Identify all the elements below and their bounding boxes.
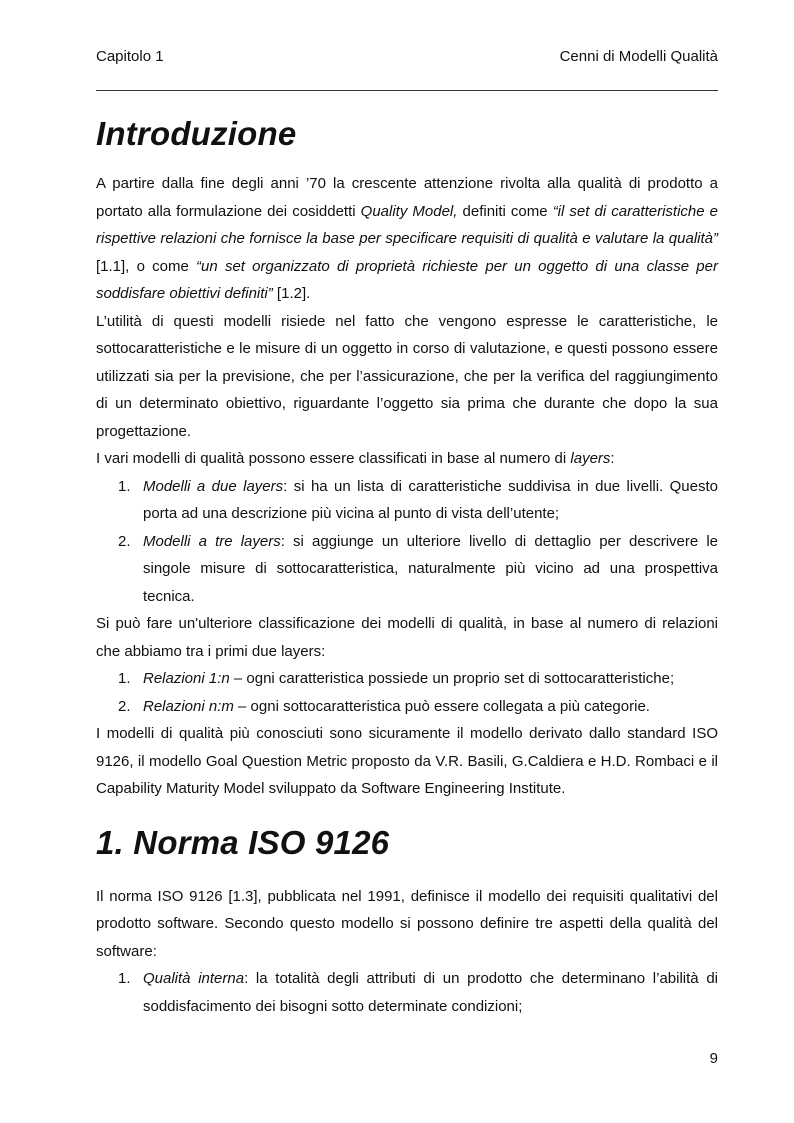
relations-list [96,665,718,720]
intro-heading: Introduzione [96,115,297,152]
intro-paragraph-2: L’utilità di questi modelli risiede nel fatto che vengono espresse le caratteristiche, le sottocaratteristiche e le misure di un oggetto in corso di valutazione, e questi possono essere utilizzati sia per la previsione, che per l’assicurazione, che per la verifica del raggiungimento di un determinato obiettivo, riguardante l’oggetto sia prima che durante che dopo la sua progettazione. [96,312,718,440]
list-item: 1. Qualità interna: la totalità degli attributi di un prodotto che determinano l’abilità di soddisfacimento dei bisogni sotto determinate condizioni; [118,970,718,1015]
header-section-title: Cenni di Modelli Qualità [559,48,718,65]
page-header [96,48,718,66]
quote-2: “un set organizzato di proprietà richieste per un oggetto di una classe per soddisfare obiettivi definiti” [96,257,718,302]
intro-paragraph-3: I vari modelli di qualità possono essere classificati in base al numero di layers: [96,450,615,467]
intro-paragraph-4: Si può fare un'ulteriore classificazione dei modelli di qualità, in base al numero di relazioni che abbiamo tra i primi due layers: [96,615,718,660]
quality-aspects-list [96,965,718,1020]
header-chapter: Capitolo 1 [96,48,164,65]
section-heading: 1. Norma ISO 9126 [96,823,390,861]
section-paragraph-1: Il norma ISO 9126 [1.3], pubblicata nel 1991, definisce il modello dei requisiti qualitativi del prodotto software. Secondo questo modello si possono definire tre aspetti della qualità del software: [96,887,718,960]
layers-term: layers [570,450,611,467]
quote-1: “il set di caratteristiche e rispettive relazioni che fornisce la base per specificare requisiti di qualità e valutare la qualità” [96,202,719,247]
page-body [96,108,718,1020]
list-item: 2. Relazioni n:m – ogni sottocaratteristica può essere collegata a più categorie. [118,697,650,715]
intro-paragraph-5: I modelli di qualità più conosciuti sono sicuramente il modello derivato dallo standard ISO 9126, il modello Goal Question Metric proposto da V.R. Basili, G.Caldiera e H.D. Rombaci e il Capability Maturity Model sviluppato da Software Engineering Institute. [96,725,718,797]
header-rule [96,90,718,91]
quality-model-term: Quality Model, [360,202,458,220]
list-item: 1. Modelli a due layers: si ha un lista di caratteristiche suddivisa in due livelli. Questo porta ad una descrizione più vicina al punto di vista dell’utente; [118,477,719,522]
layers-list [96,473,718,611]
page-number: 9 [709,1050,718,1067]
list-item: 1. Relazioni 1:n – ogni caratteristica possiede un proprio set di sottocaratteristiche; [118,670,675,687]
list-item: 2. Modelli a tre layers: si aggiunge un ulteriore livello di dettaglio per descrivere le singole misure di sottocaratteristica, naturalmente più vicino ad una prospettiva tecnica. [118,532,718,605]
intro-paragraph-1: A partire dalla fine degli anni ’70 la crescente attenzione rivolta alla qualità di prodotto a portato alla formulazione dei cosiddetti Quality Model, definiti come “il set di caratteristiche e rispettive relazioni che fornisce la base per specificare requisiti di qualità e valutare la qualità” [1.1], o come “un set organizzato di proprietà richieste per un oggetto di una classe per soddisfare obiettivi definiti” [1.2]. [96,175,719,302]
